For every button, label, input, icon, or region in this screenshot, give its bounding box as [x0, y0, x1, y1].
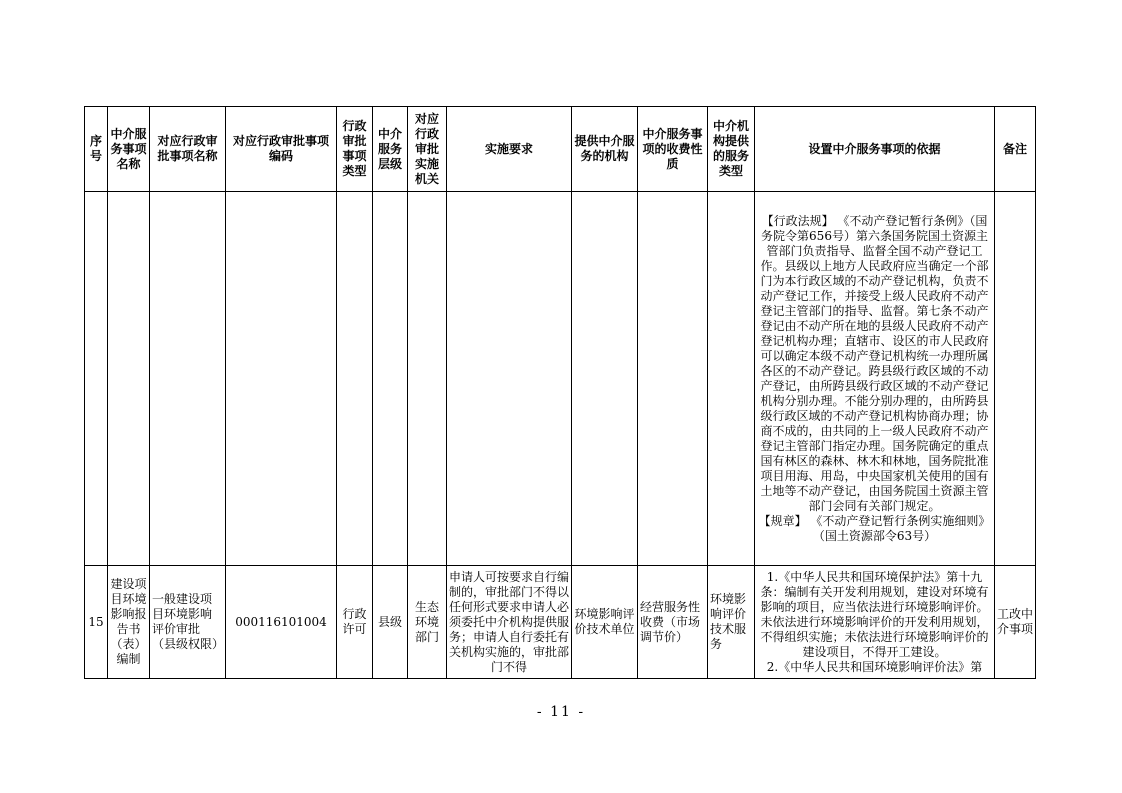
header-provider: 提供中介服务的机构 [572, 107, 638, 192]
header-approval-code: 对应行政审批事项编码 [226, 107, 337, 192]
cell-remarks: 工改中介事项 [995, 566, 1036, 679]
service-items-table [84, 106, 1036, 679]
cell-requirements: 申请人可按要求自行编制的，审批部门不得以任何形式要求申请人必须委托中介机构提供服务；申请人自行委托有关机构实施的，审批部门不得 [447, 566, 572, 679]
header-basis: 设置中介服务事项的依据 [755, 107, 995, 192]
cell-service-level: 县级 [373, 566, 408, 679]
cell-basis [755, 566, 995, 679]
cell-empty [337, 192, 373, 566]
header-service-type: 中介机构提供的服务类型 [708, 107, 755, 192]
cell-empty [408, 192, 447, 566]
header-service-level: 中介服务层级 [373, 107, 408, 192]
cell-seq: 15 [85, 566, 108, 679]
header-approval-type: 行政审批事项类型 [337, 107, 373, 192]
cell-empty [108, 192, 150, 566]
cell-empty [638, 192, 708, 566]
cell-approval-name: 一般建设项目环境影响评价审批（县级权限） [150, 566, 226, 679]
header-fee-nature: 中介服务事项的收费性质 [638, 107, 708, 192]
cell-approval-org: 生态环境部门 [408, 566, 447, 679]
cell-empty [995, 192, 1036, 566]
cell-service-name: 建设项目环境影响报告书（表）编制 [108, 566, 150, 679]
page-number: - 11 - [536, 704, 586, 720]
cell-empty [85, 192, 108, 566]
cell-provider: 环境影响评价技术单位 [572, 566, 638, 679]
cell-approval-type: 行政许可 [337, 566, 373, 679]
cell-empty [373, 192, 408, 566]
cell-fee-nature: 经营服务性收费（市场调节价） [638, 566, 708, 679]
basis-paragraph: 1.《中华人民共和国环境保护法》第十九条：编制有关开发利用规划，建设对环境有影响的项目，应当依法进行环境影响评价。未依法进行环境影响评价的开发利用规划，不得组织实施；未依法进行环境影响评价的建设项目，不得开工建设。 [760, 569, 989, 659]
header-requirements: 实施要求 [447, 107, 572, 192]
basis-paragraph: 2.《中华人民共和国环境影响评价法》第 [766, 659, 983, 674]
header-approval-name: 对应行政审批事项名称 [150, 107, 226, 192]
cell-empty [572, 192, 638, 566]
table-row-continued [85, 192, 1036, 566]
cell-empty [447, 192, 572, 566]
header-service-name: 中介服务事项名称 [108, 107, 150, 192]
header-remarks: 备注 [995, 107, 1036, 192]
header-row [85, 107, 1036, 192]
basis-paragraph: 【行政法规】 《不动产登记暂行条例》（国务院令第656号）第六条国务院国土资源主管部门负责指导、监督全国不动产登记工作。县级以上地方人民政府应当确定一个部门为本行政区域的不动产登记机构，负责不动产登记工作，并接受上级人民政府不动产登记主管部门的指导、监督。第七条不动产登记由不动产所在地的县级人民政府不动产登记机构办理；直辖市、设区的市人民政府可以确定本级不动产登记机构统一办理所属各区的不动产登记。跨县级行政区域的不动产登记，由所跨县级行政区域的不动产登记机构分别办理。不能分别办理的，由所跨县级行政区域的不动产登记机构协商办理；协商不成的，由共同的上一级人民政府不动产登记主管部门指定办理。国务院确定的重点国有林区的森林、林木和林地，国务院批准项目用海、用岛，中央国家机关使用的国有土地等不动产登记，由国务院国土资源主管部门会同有关部门规定。 [760, 213, 989, 513]
header-seq: 序号 [85, 107, 108, 192]
header-approval-org: 对应行政审批实施机关 [408, 107, 447, 192]
cell-empty [226, 192, 337, 566]
table-row-15 [85, 566, 1036, 679]
cell-basis [755, 192, 995, 566]
basis-paragraph: 【规章】 《不动产登记暂行条例实施细则》（国土资源部令63号） [758, 513, 991, 543]
cell-empty [150, 192, 226, 566]
cell-service-type: 环境影响评价技术服务 [708, 566, 755, 679]
cell-empty [708, 192, 755, 566]
cell-approval-code: 000116101004 [226, 566, 337, 679]
